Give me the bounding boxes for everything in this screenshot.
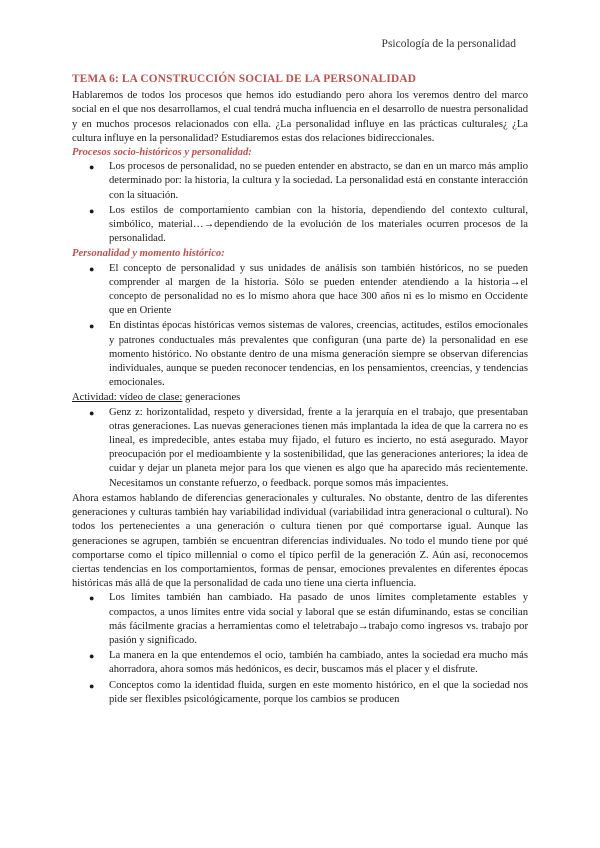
list-item [89,160,528,203]
section-heading-sociohistoric: Procesos socio-históricos y personalidad: [72,147,252,159]
list-item-text: Los procesos de personalidad, no se pueden entender en abstracto, se dan en un marco más amplio determinado por: la historia, la cultura y la sociedad. La personalidad está en constante interacción con la situación. [109,161,528,201]
list-item [89,319,528,390]
list-item [89,406,528,491]
list-item [89,649,528,677]
bullet-list-historical-moment [72,262,528,391]
list-item [89,679,528,707]
activity-line [72,391,528,405]
chapter-title: TEMA 6: LA CONSTRUCCIÓN SOCIAL DE LA PERSONALIDAD [72,73,417,85]
activity-label: Actividad: vídeo de clase: [72,392,183,404]
activity-topic: generaciones [182,392,241,404]
bullet-list-changes [72,591,528,707]
list-item-text: La manera en la que entendemos el ocio, también ha cambiado, antes la sociedad era mucho más ahorradora, ahora somos más hedónicos, es decir, buscamos más el placer y el disfrute. [109,650,528,676]
bullet-icon: ● [89,321,95,332]
list-item-text: Los límites también han cambiado. Ha pasado de unos límites completamente estables y compactos, a unos límites entre vida social y laboral que se están difuminando, estas se concilian más fácilmente gracias a herramientas como el teletrabajo→trabajo como ingresos vs. trabajo por pasión y significado. [109,592,528,646]
section-heading-historical-moment: Personalidad y momento histórico: [72,248,225,260]
body-paragraph: Ahora estamos hablando de diferencias generacionales y culturales. No obstante, dentro de las diferentes generaciones y culturas también hay variabilidad individual (variabilidad intra generacional o cultural). No todos los pertenecientes a una generación o cultura tienen por qué comportarse igual. Aunque las generaciones se agrupen, también se encuentran diferencias individuales. No todo el mundo tiene por qué comportarse como el típico millennial o como el típico perfil de la generación Z. Aún así, reconocemos ciertas tendencias en los comportamientos, formas de pensar, emociones prevalentes en diferentes épocas históricas más allá de que la personalidad de cada uno tiene una cierta influencia. [72,492,528,590]
bullet-icon: ● [89,651,95,662]
running-header: Psicología de la personalidad [381,38,516,50]
list-item-text: Los estilos de comportamiento cambian con la historia, dependiendo del contexto cultural, simbólico, material…→dependiendo de la evolución de los materiales ocurren procesos de la personalidad. [109,204,528,245]
bullet-icon: ● [89,680,95,691]
bullet-list-sociohistoric [72,160,528,246]
list-item-text: En distintas épocas históricas vemos sistemas de valores, creencias, actitudes, estilos emocionales y patrones conductuales más prevalentes que configuran (una parte de) la personalidad en ese momento histórico. No obstante dentro de una misma generación siempre se observan diferencias individuales, aunque se pueden reconocer tendencias, en los pensamientos, creencias, y tendencias emocionales. [109,320,528,389]
document-body [72,72,528,708]
list-item [89,591,528,648]
list-item [89,204,528,247]
list-item [89,262,528,319]
bullet-icon: ● [89,162,95,173]
bullet-icon: ● [89,205,95,216]
bullet-icon: ● [89,407,95,418]
intro-paragraph: Hablaremos de todos los procesos que hemos ido estudiando pero ahora los veremos dentro del marco social en el que nos desarrollamos, el cual tendrá mucha influencia en el desarrollo de nuestra personalidad y en muchos procesos relacionados con ella. ¿La personalidad influye en las prácticas culturales¿ ¿La cultura influye en la personalidad? Estudiaremos estas dos relaciones bidireccionales. [72,90,528,144]
list-item-text: El concepto de personalidad y sus unidades de análisis son también históricos, no se pueden comprender al margen de la historia. Sólo se pueden entender atendiendo a la historia→el concepto de personalidad no es lo mismo ahora que hace 300 años ni es lo mismo en Occidente que en Oriente [109,262,528,317]
list-item-text: Conceptos como la identidad fluida, surgen en este momento histórico, en el que la sociedad nos pide ser flexibles psicológicamente, porque los cambios se producen [109,679,528,705]
list-item-text: Genz z: horizontalidad, respeto y diversidad, frente a la jerarquía en el trabajo, que presentaban otras generaciones. Las nuevas generaciones tienen más implantada la idea de que la carrera no es lineal, es impredecible, antes estaba muy fijado, el futuro es incierto, no está asegurado. Mayor preocupación por el medioambiente y la sostenibilidad, que las generaciones anteriores; la idea de cuidar y dejar un planeta mejor para los que vienen es algo que ha aparecido más recientemente. Necesitamos un constante refuerzo, o feedback. porque somos más impacientes. [109,406,528,489]
bullet-icon: ● [89,593,95,604]
bullet-icon: ● [89,263,95,274]
bullet-list-activity [72,406,528,491]
